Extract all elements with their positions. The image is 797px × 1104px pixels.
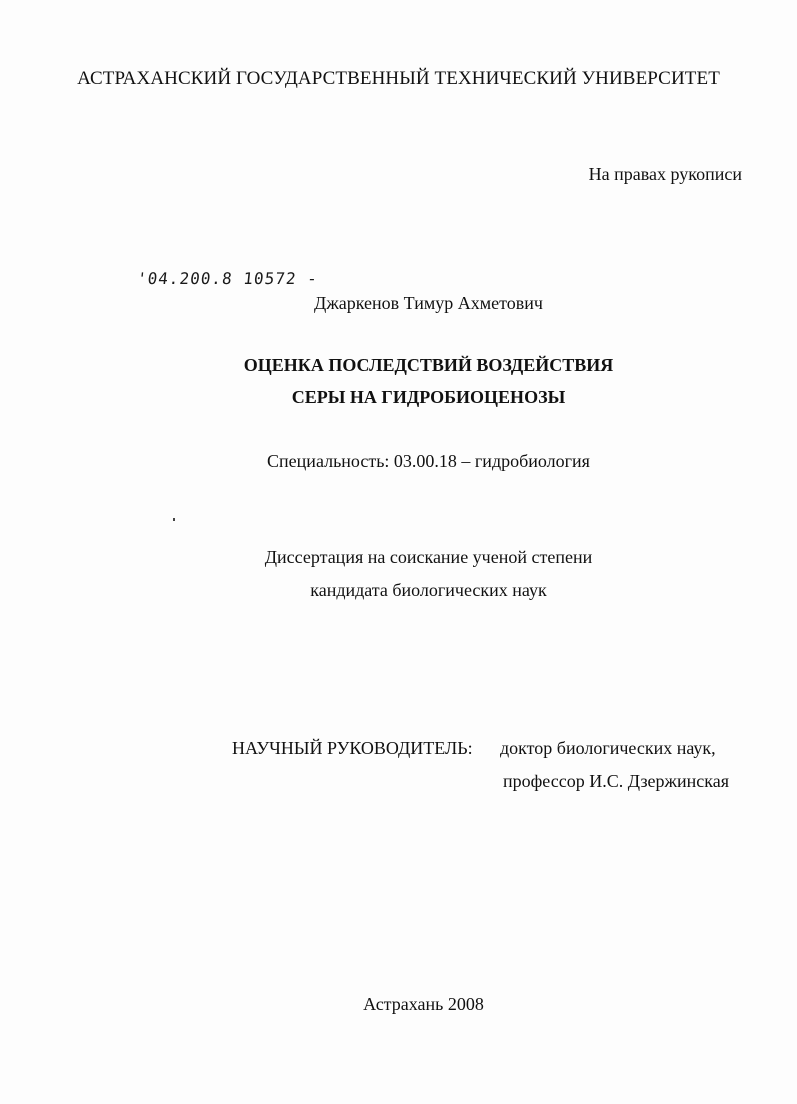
specialty: Специальность: 03.00.18 – гидробиология xyxy=(267,451,590,471)
supervisor-degree: доктор биологических наук, xyxy=(500,738,716,758)
university-name: АСТРАХАНСКИЙ ГОСУДАРСТВЕННЫЙ ТЕХНИЧЕСКИЙ УНИВЕРСИТЕТ xyxy=(77,68,720,89)
thesis-title-line-1: ОЦЕНКА ПОСЛЕДСТВИЙ ВОЗДЕЙСТВИЯ xyxy=(243,355,614,375)
supervisor-label: НАУЧНЫЙ РУКОВОДИТЕЛЬ: xyxy=(232,738,473,758)
author-name: Джаркенов Тимур Ахметович xyxy=(314,293,543,313)
scan-speck xyxy=(173,518,175,521)
degree-line-1: Диссертация на соискание ученой степени xyxy=(264,547,593,567)
supervisor-name: профессор И.С. Дзержинская xyxy=(503,771,729,791)
degree-line-2: кандидата биологических наук xyxy=(310,580,547,600)
thesis-title-line-2: СЕРЫ НА ГИДРОБИОЦЕНОЗЫ xyxy=(291,387,566,407)
city-year: Астрахань 2008 xyxy=(363,994,484,1014)
archive-stamp: '04.200.8 10572 - xyxy=(136,269,319,288)
rights-note: На правах рукописи xyxy=(588,164,742,184)
